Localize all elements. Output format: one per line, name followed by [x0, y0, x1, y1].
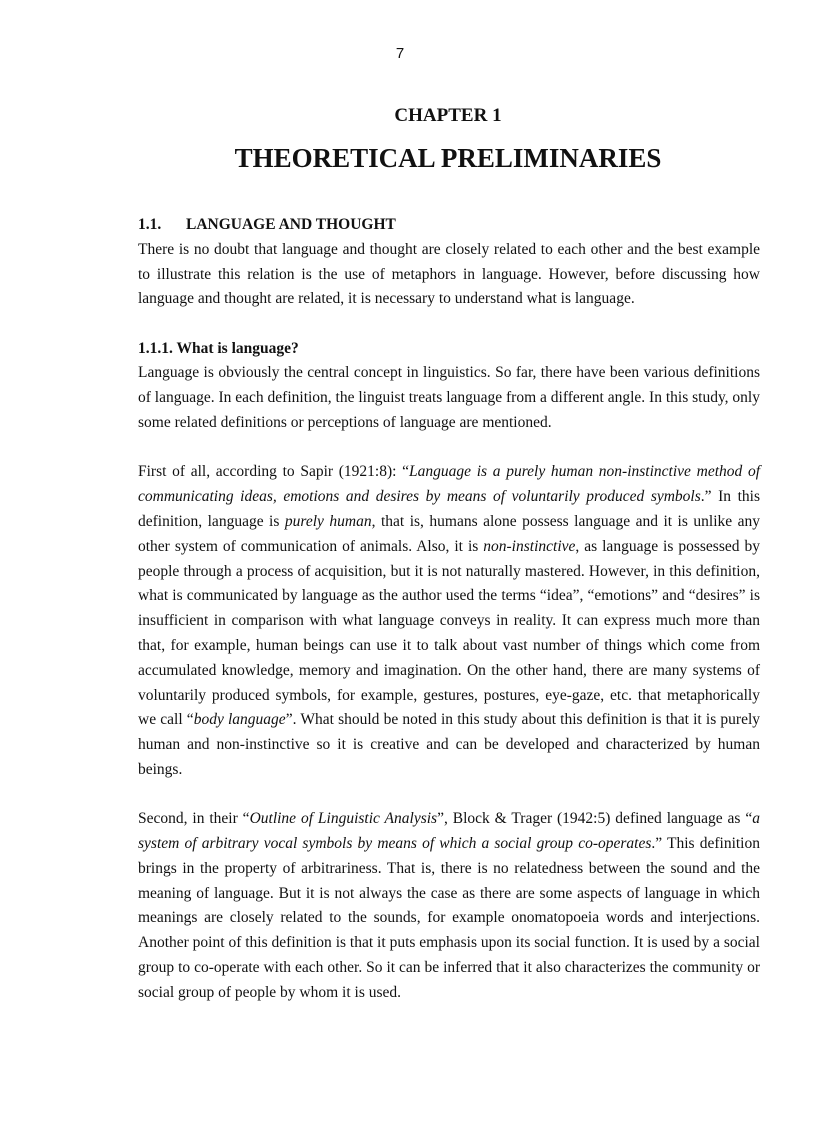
section-intro-paragraph: There is no doubt that language and thought are closely related to each other and the best example to illustrate this relation is the use of metaphors in language. However, before discussing how language and thought are related, it is necessary to understand what is language. [138, 240, 760, 308]
subsection-heading: 1.1.1. What is language? [138, 339, 299, 357]
text-run: ”. What should be noted in this study about this definition is that it is purely human and non-instinctive so it is creative and can be developed and characterized by human beings. [138, 711, 761, 778]
book-title: Outline of Linguistic Analysis [249, 810, 438, 828]
page-number: 7 [395, 45, 405, 62]
sapir-quote: Language is a purely human non-instinctive method of communicating ideas, emotions and desires by means of voluntarily produced symbols [138, 463, 761, 506]
sapir-definition-paragraph [138, 460, 760, 782]
subsection-paragraph-1: Language is obviously the central concept in linguistics. So far, there have been various definitions of language. In each definition, the linguist treats language from a different angle. In this study, only some related definitions or perceptions of language are mentioned. [138, 364, 760, 432]
chapter-label: CHAPTER 1 [394, 105, 502, 126]
text-run: .” In this definition, language is [138, 488, 760, 530]
text-run: ”, Block & Trager (1942:5) defined language as “ [437, 810, 753, 828]
page-content [138, 213, 760, 1006]
term-body-language: body language [193, 711, 286, 729]
section-number: 1.1. [138, 216, 162, 233]
text-run: , as language is possessed by people through a process of acquisition, but it is not naturally mastered. However, in this definition, what is communicated by language as the author used the terms “idea”, “emotions” and “desires” is insufficient in comparison with what language conveys in reality. It can express much more than that, for example, human beings can use it to talk about vast number of things which come from accumulated knowledge, memory and imagination. On the other hand, there are many systems of voluntarily produced symbols, for example, gestures, postures, eye-gaze, etc. that metaphorically we call “ [138, 537, 760, 729]
text-run: .” This definition brings in the property of arbitrariness. That is, there is no relatedness between the sound and the meaning of language. But it is not always the case as there are some aspects of language in which meanings are closely related to the sounds, for example onomatopoeia words and interjections. Another point of this definition is that it puts emphasis upon its social function. It is used by a social group to co-operate with each other. So it can be inferred that it also characterizes the community or social group of people by whom it is used. [138, 835, 760, 1001]
text-run: , that is, humans alone possess language and it is unlike any other system of communication of animals. Also, it is [138, 512, 760, 555]
term-non-instinctive: non-instinctive [483, 537, 576, 555]
block-trager-quote: a system of arbitrary vocal symbols by means of which a social group co-operates [138, 810, 760, 853]
text-run: First of all, according to Sapir (1921:8): “ [138, 463, 410, 481]
section-heading [138, 213, 760, 238]
chapter-title: THEORETICAL PRELIMINARIES [234, 143, 662, 173]
text-run: Second, in their “ [138, 810, 250, 828]
section-title: LANGUAGE AND THOUGHT [186, 216, 396, 233]
block-trager-paragraph [138, 807, 760, 1005]
term-purely-human: purely human [284, 512, 372, 530]
